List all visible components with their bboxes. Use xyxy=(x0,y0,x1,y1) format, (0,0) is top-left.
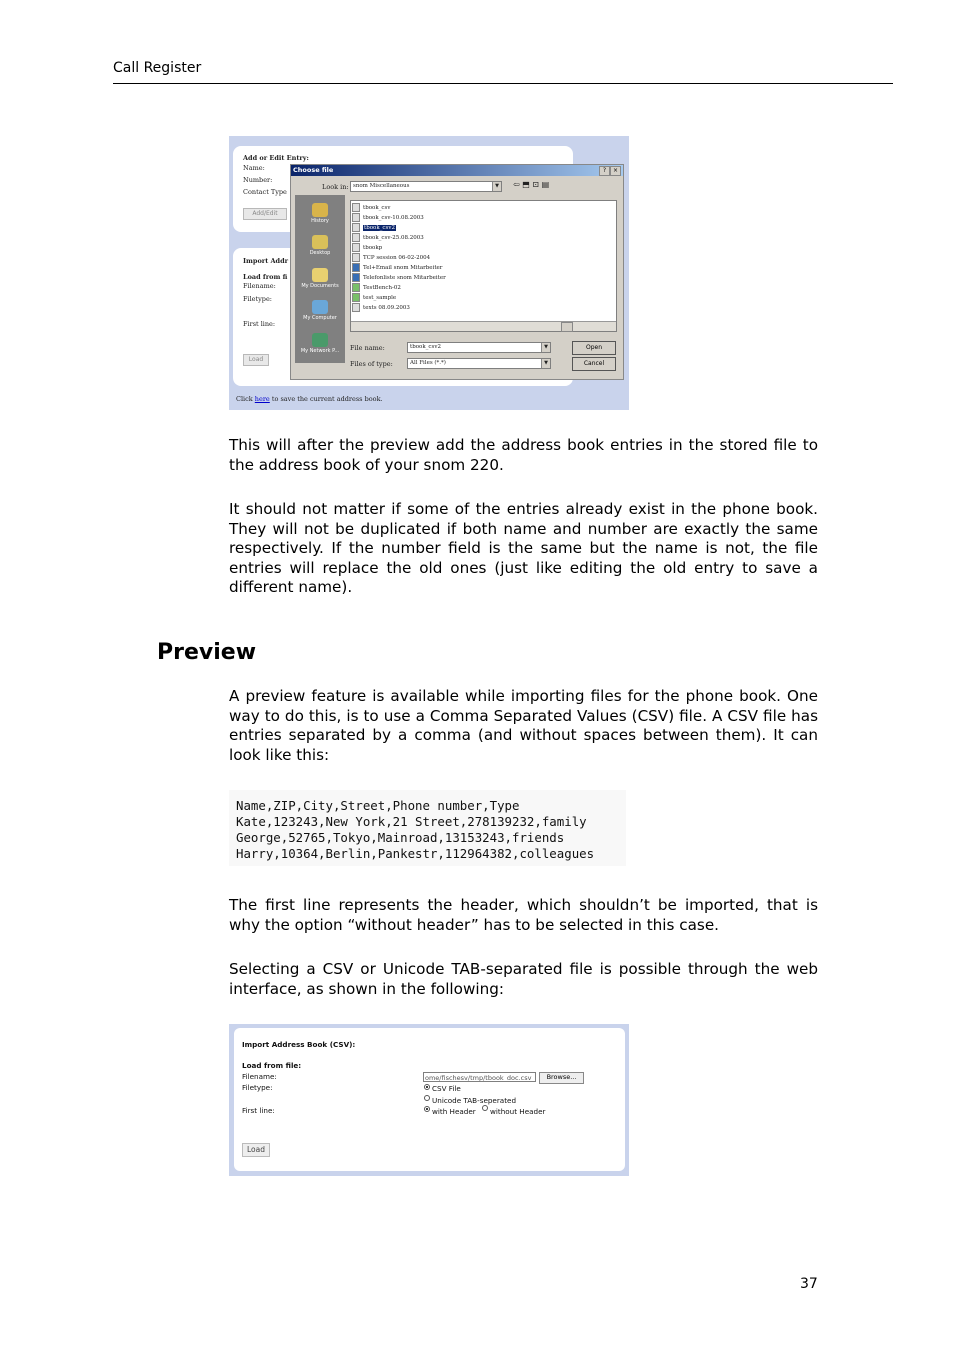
header-rule xyxy=(113,83,893,84)
place-network[interactable]: My Network P... xyxy=(295,333,345,354)
dialog-title: Choose file xyxy=(291,165,623,176)
toolbar-icons xyxy=(513,181,549,189)
import-address-book-screenshot xyxy=(229,1024,629,1176)
dropdown-arrow-icon: ▼ xyxy=(492,182,501,191)
cancel-button[interactable]: Cancel xyxy=(572,357,616,371)
file-item[interactable]: tbook_csv-25.08.2003 xyxy=(352,233,424,242)
new-folder-icon[interactable]: ⊡ xyxy=(532,180,540,189)
first-line-label: First line: xyxy=(243,320,276,328)
load-button[interactable]: Load xyxy=(242,1143,270,1157)
import-title: Import Addr xyxy=(243,257,289,265)
filetype-label: Filetype: xyxy=(243,295,272,303)
up-folder-icon[interactable]: ⬒ xyxy=(522,180,530,189)
first-line-label: First line: xyxy=(242,1106,275,1115)
file-icon xyxy=(352,243,360,252)
csv-radio[interactable] xyxy=(424,1084,430,1090)
without-header-radio[interactable] xyxy=(482,1105,488,1111)
file-icon xyxy=(352,253,360,262)
page-number: 37 xyxy=(800,1276,818,1292)
file-icon xyxy=(352,223,360,232)
files-of-type-label: Files of type: xyxy=(350,360,393,368)
add-edit-button[interactable]: Add/Edit xyxy=(243,208,287,220)
horizontal-scrollbar[interactable] xyxy=(351,321,616,331)
unicode-option-label: Unicode TAB-seperated xyxy=(432,1096,517,1105)
add-edit-title: Add or Edit Entry: xyxy=(243,154,309,162)
unicode-radio[interactable] xyxy=(424,1095,430,1101)
place-my-documents[interactable]: My Documents xyxy=(295,268,345,289)
save-address-book-note: Click here to save the current address book. xyxy=(236,395,383,403)
running-header: Call Register xyxy=(113,60,202,76)
file-item[interactable]: test_sample xyxy=(352,293,396,302)
scrollbar-thumb[interactable] xyxy=(561,322,573,332)
close-icon[interactable]: × xyxy=(610,166,621,176)
dropdown-arrow-icon: ▼ xyxy=(541,359,550,368)
with-header-radio[interactable] xyxy=(424,1106,430,1112)
here-link[interactable]: here xyxy=(254,395,270,403)
file-icon xyxy=(352,303,360,312)
paragraph: It should not matter if some of the entries already exist in the phone book. They will not be duplicated if both name and number are exactly the same respectively. If the number field is the same but the name is not, the file entries will replace the old ones (just like editing the old entry to save a different name). xyxy=(229,500,818,597)
desktop-icon xyxy=(312,235,328,249)
choose-file-dialog xyxy=(290,164,624,380)
open-button[interactable]: Open xyxy=(572,341,616,355)
number-label: Number: xyxy=(243,176,273,184)
paragraph: The first line represents the header, which shouldn’t be imported, that is why the option “without header” has to be selected in this case. xyxy=(229,896,818,934)
filetype-label: Filetype: xyxy=(242,1083,273,1092)
filename-label: Filename: xyxy=(243,282,276,290)
name-label: Name: xyxy=(243,164,265,172)
file-item[interactable]: TestBench-02 xyxy=(352,283,401,292)
csv-example-block xyxy=(229,790,626,866)
history-icon xyxy=(312,203,328,217)
file-item[interactable]: Tel+Email snom Mitarbeiter xyxy=(352,263,442,272)
file-name-label: File name: xyxy=(350,344,385,352)
file-item-selected[interactable]: tbook_csv2 xyxy=(352,223,396,232)
code-line: Harry,10364,Berlin,Pankestr,112964382,colleagues xyxy=(236,846,595,861)
files-of-type-select[interactable]: All Files (*.*) ▼ xyxy=(407,358,551,369)
without-header-label: without Header xyxy=(490,1107,546,1116)
place-my-computer[interactable]: My Computer xyxy=(295,300,345,321)
contact-type-label: Contact Type xyxy=(243,188,287,196)
import-title: Import Address Book (CSV): xyxy=(242,1040,356,1049)
back-icon[interactable]: ⇦ xyxy=(513,180,520,189)
file-item[interactable]: texts 08.09.2003 xyxy=(352,303,410,312)
file-item[interactable]: tbook_csv xyxy=(352,203,390,212)
doc-icon xyxy=(352,273,360,282)
help-icon[interactable]: ? xyxy=(599,166,610,176)
load-from-label: Load from fi xyxy=(243,273,288,281)
browse-button[interactable]: Browse... xyxy=(539,1072,584,1084)
place-desktop[interactable]: Desktop xyxy=(295,235,345,256)
filename-label: Filename: xyxy=(242,1072,277,1081)
load-button[interactable]: Load xyxy=(243,354,269,366)
code-line: Name,ZIP,City,Street,Phone number,Type xyxy=(236,798,520,813)
csv-option-label: CSV File xyxy=(432,1084,461,1093)
paragraph: Selecting a CSV or Unicode TAB-separated file is possible through the web interface, as shown in the following: xyxy=(229,960,818,998)
file-item[interactable]: Telefonliste snom Mitarbeiter xyxy=(352,273,446,282)
paragraph: A preview feature is available while importing files for the phone book. One way to do this, is to use a Comma Separated Values (CSV) file. A CSV file has entries separated by a comma (and without spaces between them). It can look like this: xyxy=(229,687,818,764)
file-name-input[interactable]: tbook_csv2 ▼ xyxy=(407,342,551,353)
file-item[interactable]: tbook_csv-10.08.2003 xyxy=(352,213,424,222)
look-in-select[interactable]: snom Miscellaneous ▼ xyxy=(350,181,502,192)
code-line: George,52765,Tokyo,Mainroad,13153243,friends xyxy=(236,830,565,845)
choose-file-screenshot xyxy=(229,136,629,410)
file-item[interactable]: TCP session 06-02-2004 xyxy=(352,253,430,262)
doc-icon xyxy=(352,263,360,272)
file-item[interactable]: tbookp xyxy=(352,243,382,252)
load-from-label: Load from file: xyxy=(242,1061,302,1070)
file-list xyxy=(350,200,617,332)
folder-icon xyxy=(312,268,328,282)
sheet-icon xyxy=(352,293,360,302)
view-menu-icon[interactable]: ▤ xyxy=(541,180,550,189)
file-icon xyxy=(352,233,360,242)
dropdown-arrow-icon: ▼ xyxy=(541,343,550,352)
paragraph: This will after the preview add the address book entries in the stored file to the address book of your snom 220. xyxy=(229,436,818,474)
network-icon xyxy=(312,333,328,347)
with-header-label: with Header xyxy=(432,1107,476,1116)
computer-icon xyxy=(312,300,328,314)
places-bar xyxy=(295,195,345,363)
sheet-icon xyxy=(352,283,360,292)
filename-input[interactable]: ome/fischesv/tmp/tbook_doc.csv xyxy=(423,1072,536,1082)
look-in-label: Look in: xyxy=(322,183,349,191)
import-card xyxy=(234,1028,625,1171)
section-heading: Preview xyxy=(157,640,257,665)
file-icon xyxy=(352,203,360,212)
file-icon xyxy=(352,213,360,222)
place-history[interactable]: History xyxy=(295,203,345,224)
code-line: Kate,123243,New York,21 Street,278139232,family xyxy=(236,814,587,829)
